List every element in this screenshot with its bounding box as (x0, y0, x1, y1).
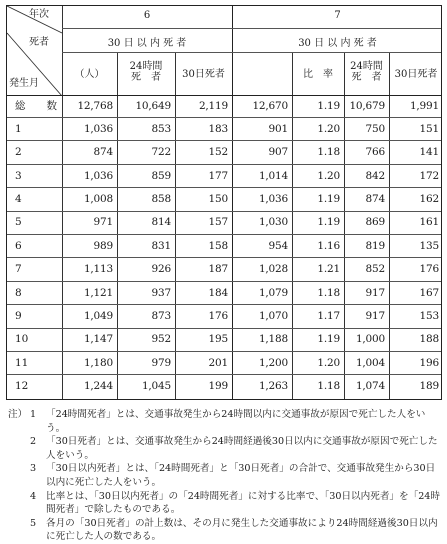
footnote-text: 各月の「30日死者」の計上数は、その月に発生した交通事故により24時間経過後30日以内に死亡した人の数である。 (46, 517, 438, 543)
year-7-24h-line2: 死 者 (351, 72, 382, 83)
table-cell: 874 (93, 146, 113, 159)
table-cell: 1,036 (83, 169, 113, 182)
table-cell: 1,188 (258, 333, 288, 346)
year-6-24h-deaths-header (117, 61, 175, 83)
table-cell: 1.16 (317, 239, 340, 252)
table-cell: 917 (365, 309, 385, 322)
row-divider (7, 304, 441, 305)
footnote-text: 「30日死者」とは、交通事故発生から24時間経過後30日以内に交通事故が原因で死亡した人をいう。 (46, 436, 438, 461)
row-label: 10 (15, 333, 29, 346)
table-cell: 1.20 (317, 122, 340, 135)
table-cell: 1,147 (83, 333, 113, 346)
table-cell: 853 (151, 122, 171, 135)
row-label: 4 (15, 192, 22, 205)
table-cell: 201 (208, 356, 228, 369)
table-cell: 1,121 (83, 286, 113, 299)
table-cell: 2,119 (198, 100, 228, 112)
table-cell: 1,263 (258, 380, 288, 393)
table-cell: 10,679 (349, 100, 385, 112)
row-label: 11 (15, 356, 29, 369)
table-cell: 869 (365, 216, 385, 229)
year-7-24h-line1: 24時間 (350, 61, 383, 72)
statistics-table (6, 5, 442, 400)
table-cell: 750 (365, 122, 385, 135)
row-divider (7, 187, 441, 188)
row-label: 7 (15, 263, 22, 276)
table-cell: 766 (365, 146, 385, 159)
table-cell: 199 (208, 380, 228, 393)
table-cell: 1.19 (317, 333, 340, 346)
year-6-30day-deaths-header: 30 日 以 内 死 者 (107, 38, 187, 49)
row-divider (7, 257, 441, 258)
table-cell: 172 (419, 169, 439, 182)
table-cell: 1,049 (83, 309, 113, 322)
table-cell: 1.19 (317, 100, 340, 112)
table-cell: 814 (151, 216, 171, 229)
table-cell: 184 (208, 286, 228, 299)
total-row-bottom-line (7, 117, 441, 118)
ratio-header: 比 率 (303, 69, 333, 80)
footnote-item (8, 408, 440, 435)
table-cell: 162 (419, 192, 439, 205)
table-cell: 141 (419, 146, 439, 159)
table-cell: 979 (151, 356, 171, 369)
table-cell: 1,008 (83, 192, 113, 205)
footnote-item (8, 490, 440, 517)
table-cell: 1.18 (317, 380, 340, 393)
footnote-text: 比率とは、「30日以内死者」の「24時間死者」に対する比率で、「30日以内死者」を「24時間死者」で除したものである。 (46, 490, 441, 516)
row-label: 総 数 (15, 100, 57, 112)
table-cell: 907 (268, 146, 288, 159)
table-cell: 1,000 (355, 333, 385, 346)
row-label: 2 (15, 146, 22, 159)
table-cell: 1,036 (258, 192, 288, 205)
row-divider (7, 211, 441, 212)
table-cell: 1,036 (83, 122, 113, 135)
row-divider (7, 164, 441, 165)
table-cell: 187 (208, 263, 228, 276)
row-label: 8 (15, 286, 22, 299)
table-cell: 1,200 (258, 356, 288, 369)
year-7-30day-only-header: 30日死者 (394, 69, 438, 80)
table-cell: 1,113 (83, 263, 113, 276)
row-label: 1 (15, 122, 22, 135)
row-label: 6 (15, 239, 22, 252)
year-7-header: 7 (334, 10, 341, 21)
row-divider (7, 328, 441, 329)
table-cell: 819 (365, 239, 385, 252)
footnote-number: 1 (30, 409, 37, 420)
table-cell: 1.19 (317, 216, 340, 229)
corner-year-label: 年次 (29, 9, 49, 20)
table-cell: 167 (419, 286, 439, 299)
corner-diagonal (7, 6, 62, 96)
footnote-mark: 注） (8, 409, 28, 420)
table-cell: 952 (151, 333, 171, 346)
table-cell: 161 (419, 216, 439, 229)
table-cell: 989 (93, 239, 113, 252)
row-divider (7, 374, 441, 375)
table-cell: 158 (208, 239, 228, 252)
table-cell: 189 (419, 380, 439, 393)
row-label: 5 (15, 216, 22, 229)
table-cell: 1,028 (258, 263, 288, 276)
table-cell: 195 (208, 333, 228, 346)
footnote-text: 「30日以内死者」とは、「24時間死者」と「30日死者」の合計で、交通事故発生から30日以内に死亡した人をいう。 (46, 463, 436, 488)
table-cell: 1,014 (258, 169, 288, 182)
row-label: 9 (15, 309, 22, 322)
table-cell: 1.17 (317, 309, 340, 322)
table-cell: 852 (365, 263, 385, 276)
table-cell: 858 (151, 192, 171, 205)
unit-label: （人） (74, 69, 105, 80)
grid-line (62, 28, 441, 29)
table-cell: 1.20 (317, 356, 340, 369)
row-divider (7, 140, 441, 141)
table-cell: 873 (151, 309, 171, 322)
table-cell: 176 (208, 309, 228, 322)
row-divider (7, 234, 441, 235)
table-cell: 152 (208, 146, 228, 159)
table-cell: 1.20 (317, 169, 340, 182)
table-cell: 1,030 (258, 216, 288, 229)
table-cell: 135 (419, 239, 439, 252)
table-cell: 1,180 (83, 356, 113, 369)
row-label: 12 (15, 380, 29, 393)
table-cell: 722 (151, 146, 171, 159)
corner-deaths-label: 死者 (29, 37, 49, 48)
table-cell: 1.21 (317, 263, 340, 276)
grid-line (62, 52, 441, 53)
footnote-text: 「24時間死者」とは、交通事故発生から24時間以内に交通事故が原因で死亡した人をいう。 (46, 409, 426, 434)
table-cell: 151 (419, 122, 439, 135)
table-cell: 12,670 (252, 100, 288, 112)
footnotes (8, 408, 440, 544)
table-cell: 188 (419, 333, 439, 346)
table-cell: 10,649 (135, 100, 171, 112)
table-cell: 1,991 (409, 100, 439, 112)
table-cell: 177 (208, 169, 228, 182)
table-cell: 153 (419, 309, 439, 322)
table-cell: 1.18 (317, 286, 340, 299)
table-cell: 1,070 (258, 309, 288, 322)
header-bottom-line (7, 95, 441, 96)
table-cell: 917 (365, 286, 385, 299)
year-6-header: 6 (143, 10, 151, 21)
year-7-30day-deaths-header: 30 日 以 内 死 者 (298, 38, 377, 49)
table-cell: 1,004 (355, 356, 385, 369)
table-cell: 954 (268, 239, 288, 252)
table-cell: 971 (93, 216, 113, 229)
footnote-number: 2 (30, 436, 37, 448)
table-cell: 12,768 (77, 100, 113, 112)
year-6-24h-line2: 死 者 (131, 72, 161, 83)
table-cell: 859 (151, 169, 171, 182)
footnote-number: 5 (30, 517, 37, 529)
footnote-item (8, 462, 440, 489)
table-cell: 901 (268, 122, 288, 135)
year-6-30day-only-header: 30日死者 (182, 69, 225, 80)
table-cell: 831 (151, 239, 171, 252)
table-cell: 1,045 (141, 380, 171, 393)
row-divider (7, 281, 441, 282)
table-cell: 1,079 (258, 286, 288, 299)
table-cell: 874 (365, 192, 385, 205)
footnote-number: 3 (30, 463, 37, 475)
footnote-item (8, 435, 440, 462)
table-cell: 937 (151, 286, 171, 299)
table-cell: 926 (151, 263, 171, 276)
year-6-24h-line1: 24時間 (129, 61, 163, 72)
corner-month-label: 発生月 (9, 78, 39, 89)
table-cell: 150 (208, 192, 228, 205)
table-cell: 842 (365, 169, 385, 182)
table-cell: 1,244 (83, 380, 113, 393)
table-cell: 196 (419, 356, 439, 369)
footnote-item (8, 517, 440, 544)
table-cell: 1.18 (317, 146, 340, 159)
row-divider (7, 351, 441, 352)
table-cell: 176 (419, 263, 439, 276)
table-cell: 1.19 (317, 192, 340, 205)
table-cell: 183 (208, 122, 228, 135)
year-7-24h-deaths-header (344, 61, 389, 83)
row-label: 3 (15, 169, 22, 182)
table-cell: 157 (208, 216, 228, 229)
table-cell: 1,074 (355, 380, 385, 393)
footnote-number: 4 (30, 490, 37, 502)
